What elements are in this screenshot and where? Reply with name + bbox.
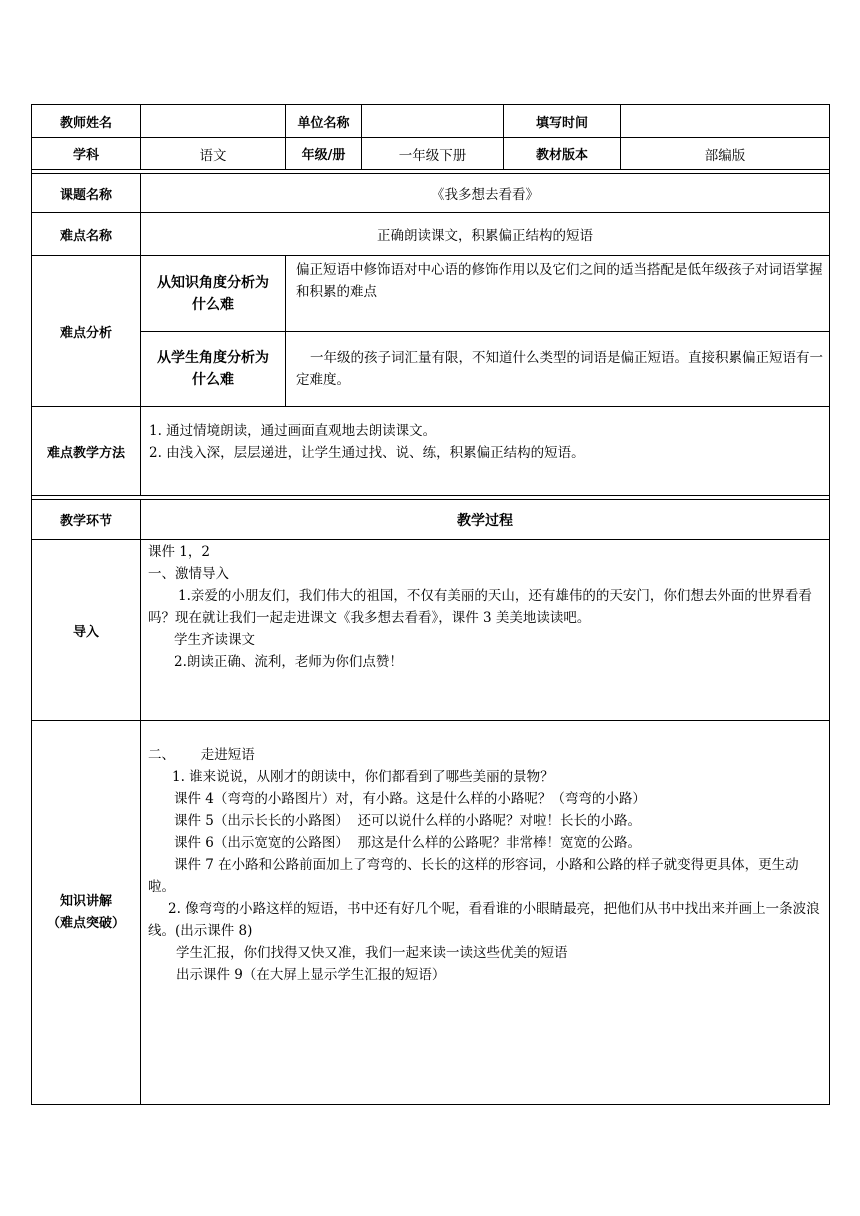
knowledge-line-1: 二、 走进短语 (148, 747, 255, 763)
lesson-plan-table (31, 104, 830, 1105)
difficulty-value: 正确朗读课文，积累偏正结构的短语 (141, 213, 830, 256)
knowledge-line-6: 课件 7 在小路和公路前面加上了弯弯的、长长的这样的形容词，小路和公路的样子就变得更具体，更生动啦。 (148, 857, 799, 895)
analysis-label: 难点分析 (32, 256, 141, 407)
difficulty-row (32, 213, 830, 256)
subject-value: 语文 (141, 138, 286, 170)
subject-label: 学科 (32, 138, 141, 170)
method-item-2: 2. 由浅入深，层层递进，让学生通过找、说、练，积累偏正结构的短语。 (149, 445, 585, 461)
grade-label: 年级/册 (286, 138, 362, 170)
process-header: 教学过程 (141, 500, 830, 540)
method-row (32, 407, 830, 496)
method-item-1: 1. 通过情境朗读，通过画面直观地去朗读课文。 (149, 423, 437, 439)
topic-value: 《我多想去看看》 (141, 174, 830, 213)
knowledge-angle-label: 从知识角度分析为什么难 (141, 256, 286, 332)
knowledge-label-line-1: 知识讲解 (59, 893, 112, 909)
knowledge-line-8: 学生汇报，你们找得又快又准，我们一起来读一读这些优美的短语 (176, 945, 568, 961)
stage-header: 教学环节 (32, 500, 141, 540)
knowledge-line-9: 出示课件 9（在大屏上显示学生汇报的短语） (176, 967, 446, 983)
topic-label: 课题名称 (32, 174, 141, 213)
intro-line-5: 2.朗读正确、流利，老师为你们点赞！ (174, 654, 403, 670)
method-content (141, 407, 830, 496)
intro-line-1: 课件 1，2 (148, 544, 210, 560)
intro-line-4: 学生齐读课文 (174, 632, 255, 648)
knowledge-line-7: 2. 像弯弯的小路这样的短语，书中还有好几个呢，看看谁的小眼睛最亮，把他们从书中找出来并画上一条波浪线。(出示课件 8) (148, 901, 820, 939)
intro-line-2: 一、激情导入 (148, 566, 229, 582)
intro-line-3: 1.亲爱的小朋友们，我们伟大的祖国，不仅有美丽的天山，还有雄伟的的天安门，你们想去外面的世界看看吗？现在就让我们一起走进课文《我多想去看看》，课件 3 美美地读读吧。 (148, 588, 812, 626)
knowledge-angle-text: 偏正短语中修饰语对中心语的修饰作用以及它们之间的适当搭配是低年级孩子对词语掌握和积累的难点 (286, 256, 830, 332)
difficulty-label: 难点名称 (32, 213, 141, 256)
unit-name-value[interactable] (362, 105, 504, 138)
fill-date-value[interactable] (621, 105, 830, 138)
teacher-name-value[interactable] (141, 105, 286, 138)
knowledge-content (141, 721, 830, 1105)
edition-label: 教材版本 (504, 138, 621, 170)
knowledge-line-3: 课件 4（弯弯的小路图片）对，有小路。这是什么样的小路呢？（弯弯的小路） (174, 791, 646, 807)
intro-row (32, 540, 830, 721)
edition-value: 部编版 (621, 138, 830, 170)
process-header-row (32, 500, 830, 540)
intro-content (141, 540, 830, 721)
info-row-2 (32, 138, 830, 170)
grade-value: 一年级下册 (362, 138, 504, 170)
info-row-1 (32, 105, 830, 138)
student-angle-text: 一年级的孩子词汇量有限，不知道什么类型的词语是偏正短语。直接积累偏正短语有一定难度。 (286, 332, 830, 407)
student-angle-label: 从学生角度分析为什么难 (141, 332, 286, 407)
lesson-plan-sheet (31, 104, 829, 1105)
unit-name-label: 单位名称 (286, 105, 362, 138)
topic-row (32, 174, 830, 213)
method-label: 难点教学方法 (32, 407, 141, 496)
knowledge-line-2: 1. 谁来说说，从刚才的朗读中，你们都看到了哪些美丽的景物？ (172, 769, 554, 785)
knowledge-label-line-2: （难点突破） (46, 915, 125, 931)
analysis-row-knowledge (32, 256, 830, 332)
knowledge-label (32, 721, 141, 1105)
knowledge-row (32, 721, 830, 1105)
analysis-row-student (32, 332, 830, 407)
fill-date-label: 填写时间 (504, 105, 621, 138)
intro-label: 导入 (32, 540, 141, 721)
knowledge-line-4: 课件 5（出示长长的小路图） 还可以说什么样的小路呢？对啦！长长的小路。 (174, 813, 641, 829)
teacher-name-label: 教师姓名 (32, 105, 141, 138)
knowledge-line-5: 课件 6（出示宽宽的公路图） 那这是什么样的公路呢？非常棒！宽宽的公路。 (174, 835, 641, 851)
